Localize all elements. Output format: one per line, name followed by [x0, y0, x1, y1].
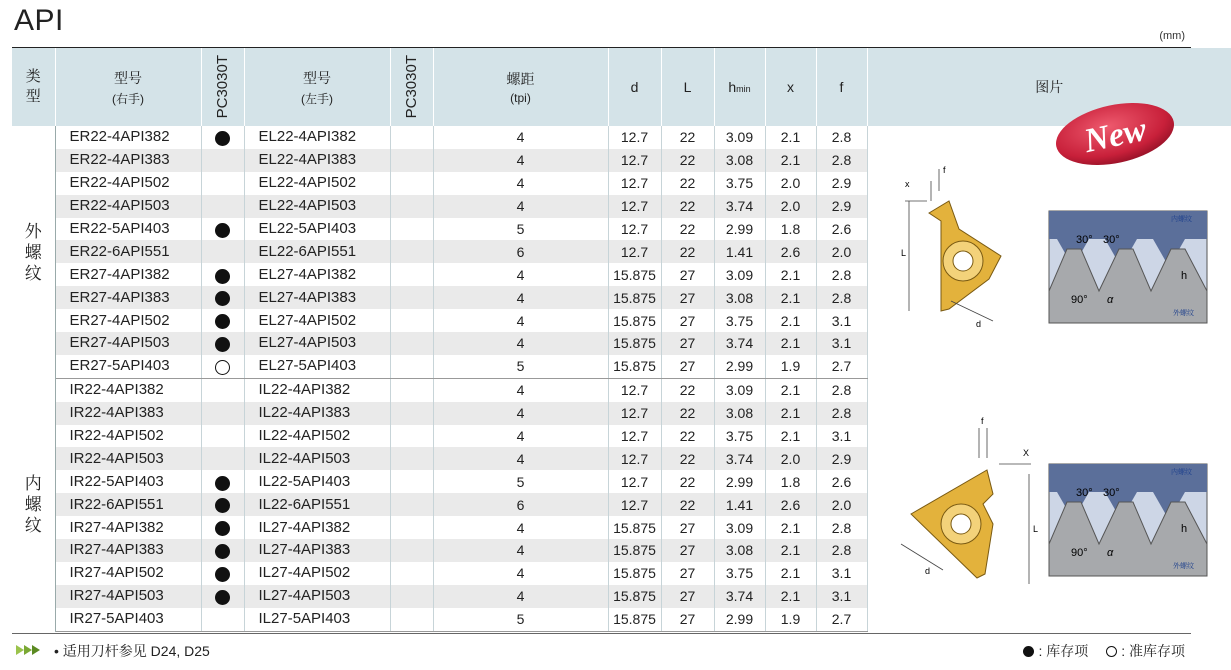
grade-1-semi-stock-ring-icon [215, 360, 230, 375]
x-cell: 2.6 [765, 240, 816, 263]
L-cell: 22 [661, 218, 714, 241]
model-left: EL27-4API503 [244, 332, 390, 355]
d-cell: 12.7 [608, 126, 661, 149]
grade-1-cell [201, 263, 244, 286]
grade-1-cell [201, 425, 244, 448]
grade-2-cell [390, 585, 433, 608]
model-left: EL22-6API551 [244, 240, 390, 263]
header-model-left: 型号 (左手) [244, 48, 390, 126]
d-cell: 15.875 [608, 309, 661, 332]
header-L: L [661, 48, 714, 126]
svg-text:30°: 30° [1103, 234, 1120, 247]
pitch-cell: 4 [433, 263, 608, 286]
model-left: EL22-4API503 [244, 195, 390, 218]
pitch-cell: 5 [433, 355, 608, 378]
model-left: IL27-5API403 [244, 608, 390, 631]
x-cell: 2.1 [765, 585, 816, 608]
grade-1-cell [201, 470, 244, 493]
pitch-cell: 4 [433, 195, 608, 218]
d-cell: 12.7 [608, 493, 661, 516]
d-cell: 12.7 [608, 195, 661, 218]
hmin-cell: 3.74 [714, 447, 765, 470]
hmin-cell: 3.09 [714, 263, 765, 286]
x-cell: 2.0 [765, 447, 816, 470]
hmin-cell: 3.09 [714, 126, 765, 149]
hmin-cell: 3.74 [714, 585, 765, 608]
pitch-cell: 5 [433, 608, 608, 631]
header-hmin: hmin [714, 48, 765, 126]
model-right: ER22-4API503 [55, 195, 201, 218]
pitch-cell: 4 [433, 172, 608, 195]
hmin-cell: 1.41 [714, 240, 765, 263]
L-cell: 22 [661, 172, 714, 195]
f-cell: 2.7 [816, 355, 867, 378]
L-cell: 27 [661, 585, 714, 608]
hmin-cell: 2.99 [714, 470, 765, 493]
pitch-cell: 4 [433, 447, 608, 470]
grade-1-stock-dot-icon [215, 590, 230, 605]
model-right: ER27-4API503 [55, 332, 201, 355]
header-picture: 图片 [867, 48, 1231, 126]
model-right: ER22-4API383 [55, 149, 201, 172]
d-cell: 12.7 [608, 378, 661, 401]
grade-2-cell [390, 172, 433, 195]
hmin-cell: 3.75 [714, 425, 765, 448]
x-cell: 1.8 [765, 218, 816, 241]
hmin-cell: 3.09 [714, 378, 765, 401]
L-cell: 27 [661, 263, 714, 286]
hmin-cell: 3.08 [714, 402, 765, 425]
svg-text:d: d [925, 565, 931, 576]
L-cell: 27 [661, 539, 714, 562]
model-right: IR22-4API502 [55, 425, 201, 448]
model-right: ER27-4API383 [55, 286, 201, 309]
model-right: IR27-4API383 [55, 539, 201, 562]
grade-2-cell [390, 378, 433, 401]
x-cell: 2.1 [765, 149, 816, 172]
hmin-cell: 2.99 [714, 355, 765, 378]
model-right: IR27-5API403 [55, 608, 201, 631]
x-cell: 2.1 [765, 309, 816, 332]
svg-text:L: L [901, 248, 907, 259]
internal-thread-diagram [881, 414, 1217, 590]
model-left: EL27-4API383 [244, 286, 390, 309]
model-left: EL22-5API403 [244, 218, 390, 241]
x-cell: 2.1 [765, 402, 816, 425]
svg-text:外螺纹: 外螺纹 [1173, 562, 1195, 570]
f-cell: 2.6 [816, 218, 867, 241]
grade-2-cell [390, 516, 433, 539]
model-left: IL22-6API551 [244, 493, 390, 516]
f-cell: 2.9 [816, 447, 867, 470]
grade-2-cell [390, 332, 433, 355]
hmin-cell: 3.08 [714, 539, 765, 562]
header-type: 类型 [12, 48, 55, 126]
grade-1-stock-dot-icon [215, 544, 230, 559]
svg-text:90°: 90° [1071, 294, 1088, 307]
picture-cell [867, 378, 1231, 631]
grade-1-cell [201, 447, 244, 470]
d-cell: 12.7 [608, 425, 661, 448]
grade-2-cell [390, 539, 433, 562]
d-cell: 15.875 [608, 263, 661, 286]
grade-1-cell [201, 539, 244, 562]
grade-2-cell [390, 149, 433, 172]
L-cell: 22 [661, 378, 714, 401]
pitch-cell: 4 [433, 585, 608, 608]
L-cell: 22 [661, 195, 714, 218]
L-cell: 22 [661, 240, 714, 263]
type-cell: 内螺纹 [12, 378, 55, 631]
L-cell: 27 [661, 516, 714, 539]
header-grade-2: PC3030T [390, 48, 433, 126]
semi-stock-ring-icon [1106, 646, 1117, 657]
x-cell: 2.1 [765, 562, 816, 585]
svg-text:30°: 30° [1076, 234, 1093, 247]
x-cell: 2.0 [765, 172, 816, 195]
table-row [12, 126, 1231, 149]
hmin-cell: 3.08 [714, 149, 765, 172]
grade-1-cell [201, 172, 244, 195]
model-right: IR22-4API382 [55, 378, 201, 401]
grade-2-cell [390, 218, 433, 241]
grade-1-stock-dot-icon [215, 476, 230, 491]
model-left: EL22-4API383 [244, 149, 390, 172]
grade-1-stock-dot-icon [215, 131, 230, 146]
f-cell: 2.0 [816, 493, 867, 516]
svg-text:内螺纹: 内螺纹 [1171, 468, 1193, 476]
grade-1-cell [201, 332, 244, 355]
grade-2-cell [390, 309, 433, 332]
L-cell: 27 [661, 332, 714, 355]
d-cell: 15.875 [608, 332, 661, 355]
svg-text:f: f [981, 415, 984, 426]
new-badge [1052, 100, 1178, 173]
grade-1-stock-dot-icon [215, 337, 230, 352]
model-right: ER22-5API403 [55, 218, 201, 241]
grade-1-cell [201, 309, 244, 332]
model-right: ER27-4API382 [55, 263, 201, 286]
model-left: EL27-5API403 [244, 355, 390, 378]
internal-insert-drawing [901, 416, 1038, 584]
d-cell: 12.7 [608, 149, 661, 172]
model-right: ER27-4API502 [55, 309, 201, 332]
d-cell: 12.7 [608, 402, 661, 425]
hmin-cell: 3.75 [714, 562, 765, 585]
pitch-cell: 5 [433, 218, 608, 241]
pitch-cell: 4 [433, 402, 608, 425]
f-cell: 2.8 [816, 539, 867, 562]
grade-1-cell [201, 126, 244, 149]
x-cell: 2.1 [765, 126, 816, 149]
L-cell: 27 [661, 309, 714, 332]
grade-1-cell [201, 493, 244, 516]
model-right: IR22-6API551 [55, 493, 201, 516]
grade-2-cell [390, 493, 433, 516]
svg-text:x: x [905, 179, 910, 190]
model-left: IL27-4API383 [244, 539, 390, 562]
model-right: IR22-4API383 [55, 402, 201, 425]
model-left: IL22-4API382 [244, 378, 390, 401]
grade-2-cell [390, 447, 433, 470]
unit-label: (mm) [1159, 30, 1185, 42]
f-cell: 2.6 [816, 470, 867, 493]
svg-text:New: New [1080, 110, 1150, 161]
model-left: EL27-4API382 [244, 263, 390, 286]
grade-1-cell [201, 149, 244, 172]
model-left: IL22-5API403 [244, 470, 390, 493]
model-right: ER22-4API382 [55, 126, 201, 149]
thread-profile-drawing [1049, 211, 1207, 323]
hmin-cell: 3.09 [714, 516, 765, 539]
grade-2-cell [390, 126, 433, 149]
grade-1-cell [201, 585, 244, 608]
grade-2-cell [390, 286, 433, 309]
x-cell: 1.8 [765, 470, 816, 493]
model-left: IL22-4API502 [244, 425, 390, 448]
svg-text:h: h [1181, 270, 1188, 283]
footnote [14, 641, 210, 661]
pitch-cell: 4 [433, 309, 608, 332]
f-cell: 2.0 [816, 240, 867, 263]
external-insert-drawing [901, 165, 1001, 329]
grade-1-stock-dot-icon [215, 269, 230, 284]
L-cell: 22 [661, 126, 714, 149]
L-cell: 22 [661, 493, 714, 516]
d-cell: 15.875 [608, 516, 661, 539]
x-cell: 2.1 [765, 425, 816, 448]
L-cell: 27 [661, 286, 714, 309]
model-left: IL22-4API503 [244, 447, 390, 470]
L-cell: 27 [661, 562, 714, 585]
f-cell: 2.8 [816, 149, 867, 172]
x-cell: 2.1 [765, 539, 816, 562]
x-cell: 2.0 [765, 195, 816, 218]
d-cell: 15.875 [608, 562, 661, 585]
hmin-cell: 2.99 [714, 608, 765, 631]
d-cell: 12.7 [608, 470, 661, 493]
header-row [12, 48, 1231, 126]
grade-2-cell [390, 195, 433, 218]
hmin-cell: 1.41 [714, 493, 765, 516]
grade-1-stock-dot-icon [215, 291, 230, 306]
api-spec-table [12, 48, 1231, 632]
L-cell: 22 [661, 149, 714, 172]
model-right: IR27-4API502 [55, 562, 201, 585]
grade-2-cell [390, 355, 433, 378]
pitch-cell: 4 [433, 378, 608, 401]
f-cell: 2.8 [816, 126, 867, 149]
d-cell: 12.7 [608, 447, 661, 470]
model-right: ER22-6API551 [55, 240, 201, 263]
grade-2-cell [390, 425, 433, 448]
f-cell: 2.8 [816, 378, 867, 401]
L-cell: 22 [661, 425, 714, 448]
grade-1-cell [201, 516, 244, 539]
L-cell: 27 [661, 355, 714, 378]
svg-text:90°: 90° [1071, 546, 1088, 559]
svg-text:d: d [976, 319, 982, 330]
external-thread-diagram [881, 161, 1217, 337]
footnote-text: • 适用刀杆参见 D24, D25 [54, 643, 210, 659]
f-cell: 2.8 [816, 402, 867, 425]
header-d: d [608, 48, 661, 126]
f-cell: 3.1 [816, 332, 867, 355]
model-right: ER27-5API403 [55, 355, 201, 378]
svg-text:α: α [1107, 294, 1114, 307]
grade-1-cell [201, 218, 244, 241]
header-x: x [765, 48, 816, 126]
pitch-cell: 4 [433, 539, 608, 562]
type-cell: 外螺纹 [12, 126, 55, 378]
f-cell: 2.9 [816, 172, 867, 195]
grade-1-cell [201, 608, 244, 631]
grade-1-stock-dot-icon [215, 314, 230, 329]
x-cell: 2.1 [765, 378, 816, 401]
grade-1-stock-dot-icon [215, 498, 230, 513]
thread-profile-drawing [1049, 464, 1207, 576]
model-left: IL22-4API383 [244, 402, 390, 425]
model-left: EL22-4API502 [244, 172, 390, 195]
model-left: IL27-4API382 [244, 516, 390, 539]
grade-2-cell [390, 240, 433, 263]
grade-1-cell [201, 355, 244, 378]
svg-text:内螺纹: 内螺纹 [1171, 216, 1193, 224]
pitch-cell: 6 [433, 240, 608, 263]
svg-text:h: h [1181, 522, 1188, 535]
grade-2-cell [390, 470, 433, 493]
d-cell: 12.7 [608, 240, 661, 263]
hmin-cell: 3.74 [714, 332, 765, 355]
svg-text:X: X [1023, 447, 1030, 458]
model-right: IR22-5API403 [55, 470, 201, 493]
x-cell: 1.9 [765, 355, 816, 378]
bottom-rule [12, 633, 1191, 634]
grade-1-cell [201, 378, 244, 401]
model-right: IR27-4API503 [55, 585, 201, 608]
svg-text:L: L [1033, 523, 1039, 534]
L-cell: 22 [661, 402, 714, 425]
L-cell: 22 [661, 470, 714, 493]
d-cell: 15.875 [608, 355, 661, 378]
x-cell: 2.1 [765, 286, 816, 309]
model-left: IL27-4API503 [244, 585, 390, 608]
header-pitch: 螺距 (tpi) [433, 48, 608, 126]
f-cell: 2.8 [816, 286, 867, 309]
d-cell: 15.875 [608, 608, 661, 631]
grade-1-stock-dot-icon [215, 223, 230, 238]
model-left: IL27-4API502 [244, 562, 390, 585]
page-title: API [14, 4, 64, 37]
d-cell: 15.875 [608, 286, 661, 309]
legend-semi: : 准库存项 [1121, 643, 1185, 659]
svg-text:30°: 30° [1076, 486, 1093, 499]
hmin-cell: 3.75 [714, 309, 765, 332]
f-cell: 2.9 [816, 195, 867, 218]
grade-1-stock-dot-icon [215, 567, 230, 582]
pitch-cell: 5 [433, 470, 608, 493]
svg-text:f: f [943, 165, 946, 176]
model-right: IR22-4API503 [55, 447, 201, 470]
grade-1-cell [201, 195, 244, 218]
svg-text:α: α [1107, 546, 1114, 559]
x-cell: 2.1 [765, 263, 816, 286]
grade-2-cell [390, 562, 433, 585]
grade-1-cell [201, 240, 244, 263]
grade-1-cell [201, 562, 244, 585]
pitch-cell: 4 [433, 562, 608, 585]
model-left: EL27-4API502 [244, 309, 390, 332]
x-cell: 2.1 [765, 332, 816, 355]
header-model-right: 型号 (右手) [55, 48, 201, 126]
f-cell: 3.1 [816, 309, 867, 332]
x-cell: 1.9 [765, 608, 816, 631]
model-left: EL22-4API382 [244, 126, 390, 149]
svg-text:30°: 30° [1103, 486, 1120, 499]
legend [1023, 641, 1185, 661]
legend-stock: : 库存项 [1038, 643, 1089, 659]
stock-dot-icon [1023, 646, 1034, 657]
x-cell: 2.6 [765, 493, 816, 516]
model-right: ER22-4API502 [55, 172, 201, 195]
x-cell: 2.1 [765, 516, 816, 539]
pitch-cell: 4 [433, 126, 608, 149]
pitch-cell: 4 [433, 149, 608, 172]
grade-2-cell [390, 263, 433, 286]
hmin-cell: 3.74 [714, 195, 765, 218]
f-cell: 3.1 [816, 562, 867, 585]
f-cell: 2.8 [816, 516, 867, 539]
hmin-cell: 3.08 [714, 286, 765, 309]
grade-1-stock-dot-icon [215, 521, 230, 536]
header-f: f [816, 48, 867, 126]
grade-2-cell [390, 608, 433, 631]
pitch-cell: 4 [433, 286, 608, 309]
d-cell: 15.875 [608, 539, 661, 562]
pitch-cell: 4 [433, 425, 608, 448]
d-cell: 12.7 [608, 172, 661, 195]
f-cell: 3.1 [816, 425, 867, 448]
f-cell: 2.8 [816, 263, 867, 286]
grade-2-cell [390, 402, 433, 425]
table-row [12, 378, 1231, 401]
L-cell: 22 [661, 447, 714, 470]
arrow-icon [14, 642, 48, 661]
model-right: IR27-4API382 [55, 516, 201, 539]
pitch-cell: 4 [433, 516, 608, 539]
L-cell: 27 [661, 608, 714, 631]
hmin-cell: 3.75 [714, 172, 765, 195]
hmin-cell: 2.99 [714, 218, 765, 241]
pitch-cell: 4 [433, 332, 608, 355]
f-cell: 2.7 [816, 608, 867, 631]
header-grade-1: PC3030T [201, 48, 244, 126]
svg-text:外螺纹: 外螺纹 [1173, 310, 1195, 318]
d-cell: 15.875 [608, 585, 661, 608]
pitch-cell: 6 [433, 493, 608, 516]
d-cell: 12.7 [608, 218, 661, 241]
grade-1-cell [201, 286, 244, 309]
grade-1-cell [201, 402, 244, 425]
f-cell: 3.1 [816, 585, 867, 608]
